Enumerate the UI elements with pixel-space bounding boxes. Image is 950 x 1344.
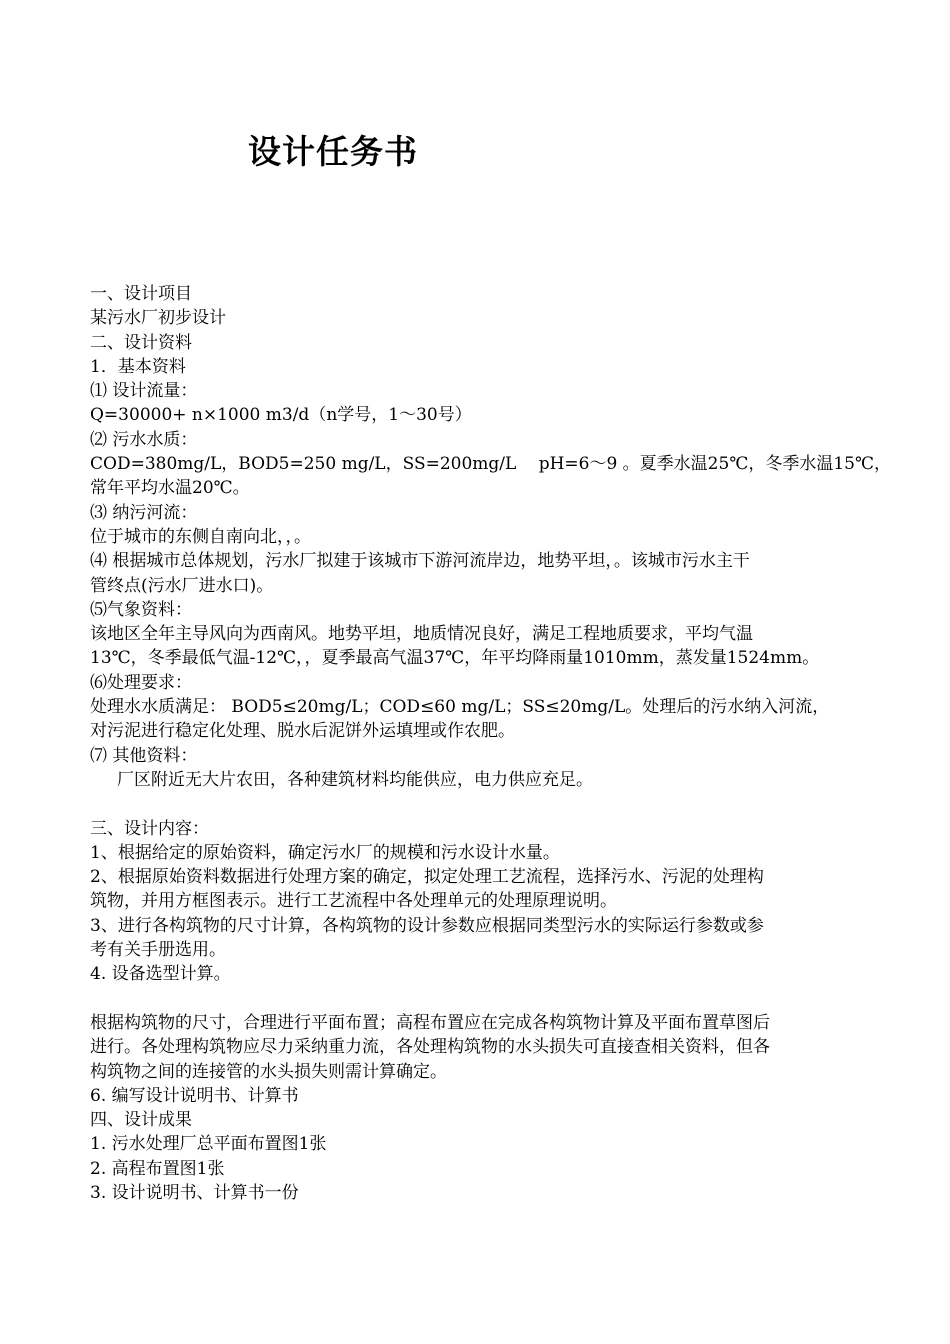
other-materials-text: 厂区附近无大片农田，各种建筑材料均能供应，电力供应充足。: [117, 769, 593, 790]
design-flow-heading: ⑴ 设计流量：: [90, 381, 198, 402]
weather-heading: ⑸气象资料：: [90, 599, 192, 620]
treatment-requirements-line-2: 对污泥进行稳定化处理、脱水后泥饼外运填埋或作农肥。: [90, 721, 515, 742]
layout-paragraph-line-1: 根据构筑物的尺寸，合理进行平面布置；高程布置应在完成各构筑物计算及平面布置草图后: [90, 1012, 770, 1033]
design-flow-formula: Q=30000+ n×1000 m3/d（n学号，1～30号）: [90, 405, 472, 426]
blank-line: [90, 792, 865, 816]
treatment-requirements-line-1: 处理水水质满足： BOD5≤20mg/L；COD≤60 mg/L；SS≤20mg/L。处理后的污水纳入河流，: [90, 697, 830, 718]
receiving-river-text: 位于城市的东侧自南向北，，。: [90, 526, 311, 547]
basic-materials-heading: 1．基本资料: [90, 356, 186, 377]
result-item-2: 2. 高程布置图1张: [90, 1158, 225, 1179]
water-quality-line-1: COD=380mg/L，BOD5=250 mg/L，SS=200mg/L pH=6～9 。夏季水温25℃，冬季水温15℃，: [90, 454, 891, 475]
treatment-requirements-heading: ⑹处理要求：: [90, 672, 192, 693]
blank-line: [90, 987, 865, 1011]
document-title: 设计任务书: [248, 132, 418, 171]
city-planning-line-1: ⑷ 根据城市总体规划，污水厂拟建于该城市下游河流岸边，地势平坦，。该城市污水主干: [90, 551, 750, 572]
receiving-river-heading: ⑶ 纳污河流：: [90, 502, 198, 523]
layout-paragraph-line-2: 进行。各处理构筑物应尽力采纳重力流，各处理构筑物的水头损失可直接查相关资料，但各: [90, 1037, 770, 1058]
content-item-3-line-1: 3、进行各构筑物的尺寸计算，各构筑物的设计参数应根据同类型污水的实际运行参数或参: [90, 915, 764, 936]
section-heading-project: 一、设计项目: [90, 284, 192, 304]
city-planning-line-2: 管终点(污水厂进水口)。: [90, 575, 274, 596]
section-heading-materials: 二、设计资料: [90, 332, 192, 353]
content-item-2-line-1: 2、根据原始资料数据进行处理方案的确定，拟定处理工艺流程，选择污水、污泥的处理构: [90, 867, 764, 888]
weather-line-2: 13℃，冬季最低气温-12℃，，夏季最高气温37℃，年平均降雨量1010mm，蒸发量1524mm。: [90, 648, 820, 669]
project-name: 某污水厂初步设计: [90, 308, 226, 329]
content-item-4: 4. 设备选型计算。: [90, 964, 231, 985]
content-item-6: 6. 编写设计说明书、计算书: [90, 1085, 299, 1106]
water-quality-line-2: 常年平均水温20℃。: [90, 478, 250, 499]
layout-paragraph-line-3: 构筑物之间的连接管的水头损失则需计算确定。: [90, 1061, 447, 1082]
weather-line-1: 该地区全年主导风向为西南风。地势平坦，地质情况良好，满足工程地质要求，平均气温: [90, 624, 753, 645]
document-body: [90, 282, 891, 1205]
content-item-1: 1、根据给定的原始资料，确定污水厂的规模和污水设计水量。: [90, 842, 560, 863]
result-item-3: 3. 设计说明书、计算书一份: [90, 1182, 299, 1203]
section-heading-results: 四、设计成果: [90, 1110, 192, 1131]
section-heading-content: 三、设计内容：: [90, 818, 209, 839]
content-item-3-line-2: 考有关手册选用。: [90, 940, 226, 961]
water-quality-heading: ⑵ 污水水质：: [90, 429, 198, 450]
other-materials-heading: ⑺ 其他资料：: [90, 745, 198, 766]
content-item-2-line-2: 筑物，并用方框图表示。进行工艺流程中各处理单元的处理原理说明。: [90, 891, 617, 912]
result-item-1: 1. 污水处理厂总平面布置图1张: [90, 1134, 327, 1155]
